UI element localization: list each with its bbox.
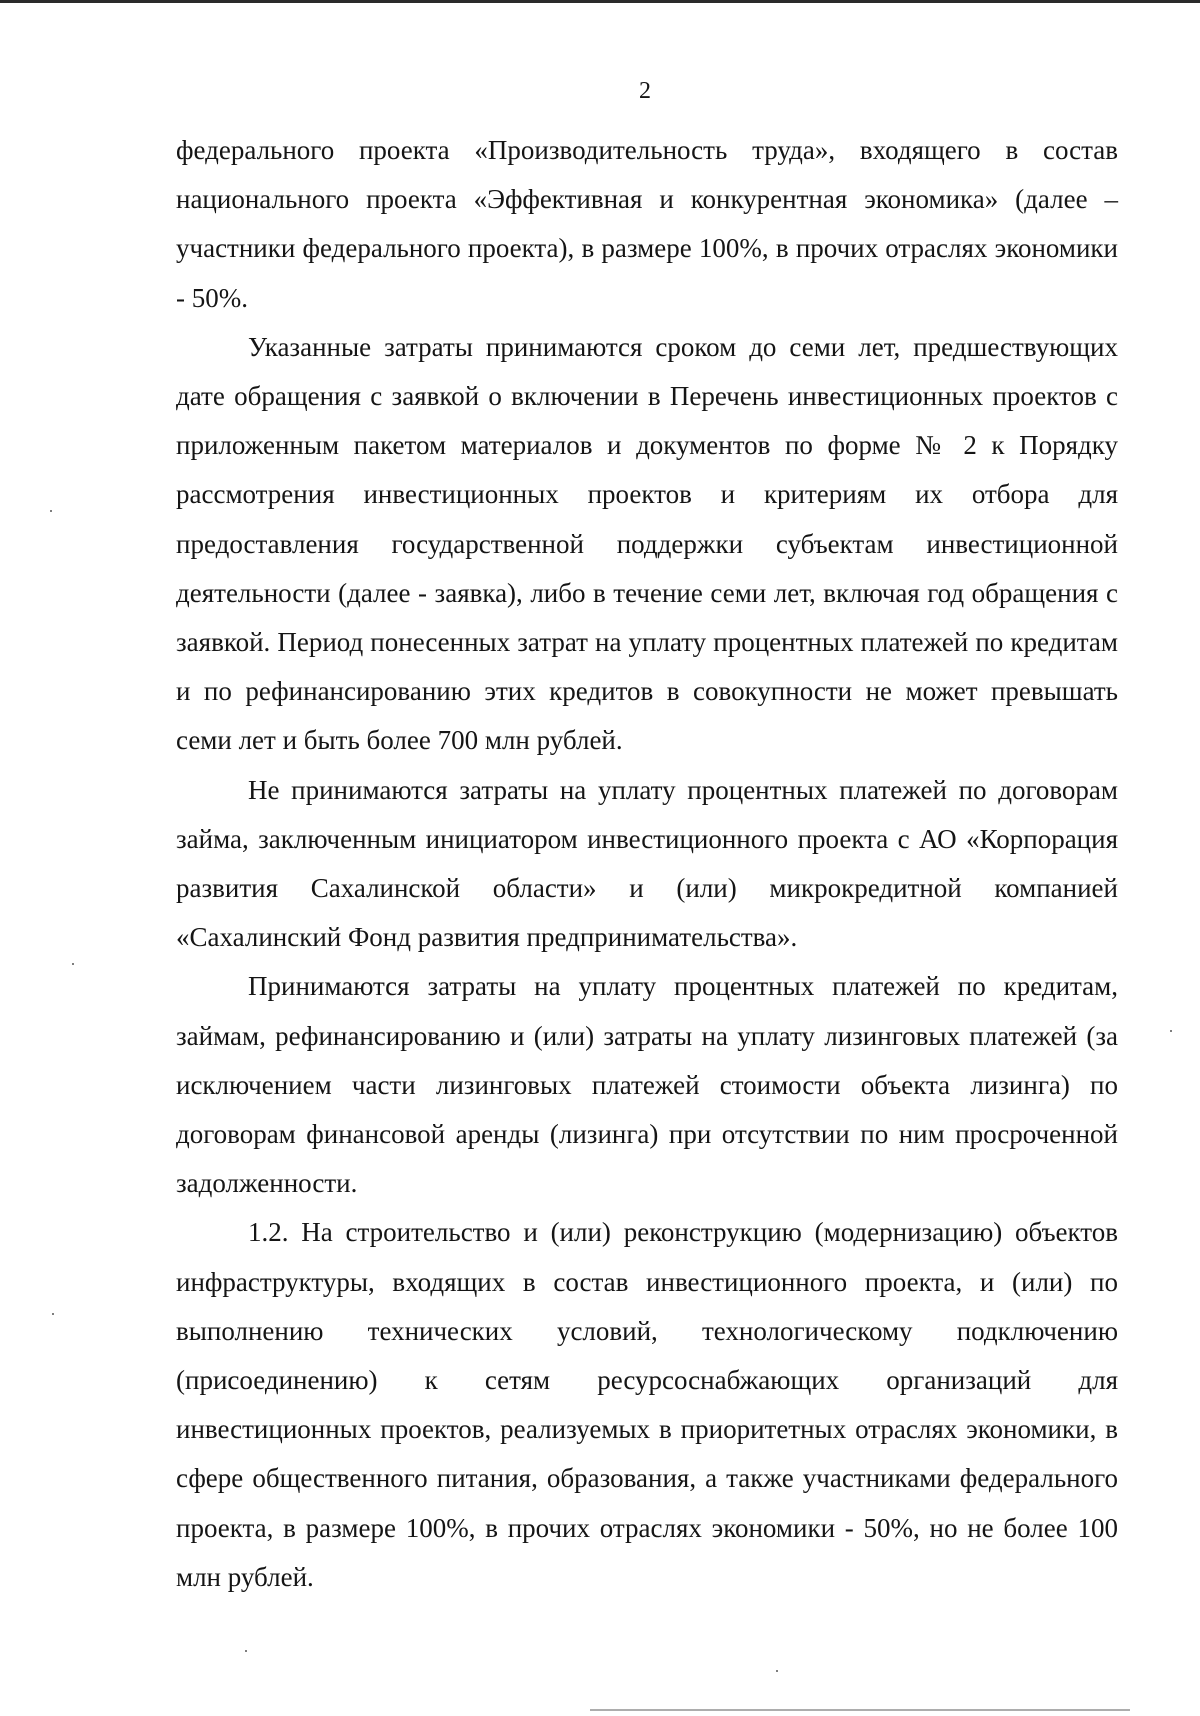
- document-body: [176, 126, 1118, 1602]
- paragraph-excluded-costs: Не принимаются затраты на уплату процентных платежей по договорам займа, заключенным инициатором инвестиционного проекта с АО «Корпорация развития Сахалинской области» и (или) микрокредитной компанией «Сахалинский Фонд развития предпринимательства».: [176, 774, 1118, 953]
- scan-speck: [72, 963, 74, 965]
- paragraph-costs-period: Указанные затраты принимаются сроком до семи лет, предшествующих дате обращения с заявкой о включении в Перечень инвестиционных проектов с приложенным пакетом материалов и документов по форме № 2 к Порядку рассмотрения инвестиционных проектов и критериям их отбора для предоставления государственной поддержки субъектам инвестиционной деятельности (далее - заявка), либо в течение семи лет, включая год обращения с заявкой. Период понесенных затрат на уплату процентных платежей по кредитам и по рефинансированию этих кредитов в совокупности не может превышать семи лет и быть более 700 млн рублей.: [176, 331, 1118, 756]
- paragraph-item-1-2: 1.2. На строительство и (или) реконструкцию (модернизацию) объектов инфраструктуры, входящих в состав инвестиционного проекта, и (или) по выполнению технических условий, технологическому подключению (присоединению) к сетям ресурсоснабжающих организаций для инвестиционных проектов, реализуемых в приоритетных отраслях экономики, в сфере общественного питания, образования, а также участниками федерального проекта, в размере 100%, в прочих отраслях экономики - 50%, но не более 100 млн рублей.: [176, 1217, 1118, 1592]
- scan-speck: [52, 1313, 54, 1315]
- scan-speck: [776, 1670, 778, 1672]
- scan-speck: [50, 510, 52, 512]
- scan-bottom-edge: [590, 1709, 1130, 1711]
- scan-speck: [1170, 1030, 1172, 1032]
- page-number: 2: [639, 78, 651, 104]
- scan-top-edge: [0, 0, 1200, 3]
- paragraph-continuation: федерального проекта «Производительность труда», входящего в состав национального проекта «Эффективная и конкурентная экономика» (далее – участники федерального проекта), в размере 100%, в прочих отраслях экономики - 50%.: [176, 135, 1118, 313]
- paragraph-accepted-costs: Принимаются затраты на уплату процентных платежей по кредитам, займам, рефинансированию и (или) затраты на уплату лизинговых платежей (за исключением части лизинговых платежей стоимости объекта лизинга) по договорам финансовой аренды (лизинга) при отсутствии по ним просроченной задолженности.: [176, 971, 1118, 1199]
- scan-speck: [245, 1650, 247, 1652]
